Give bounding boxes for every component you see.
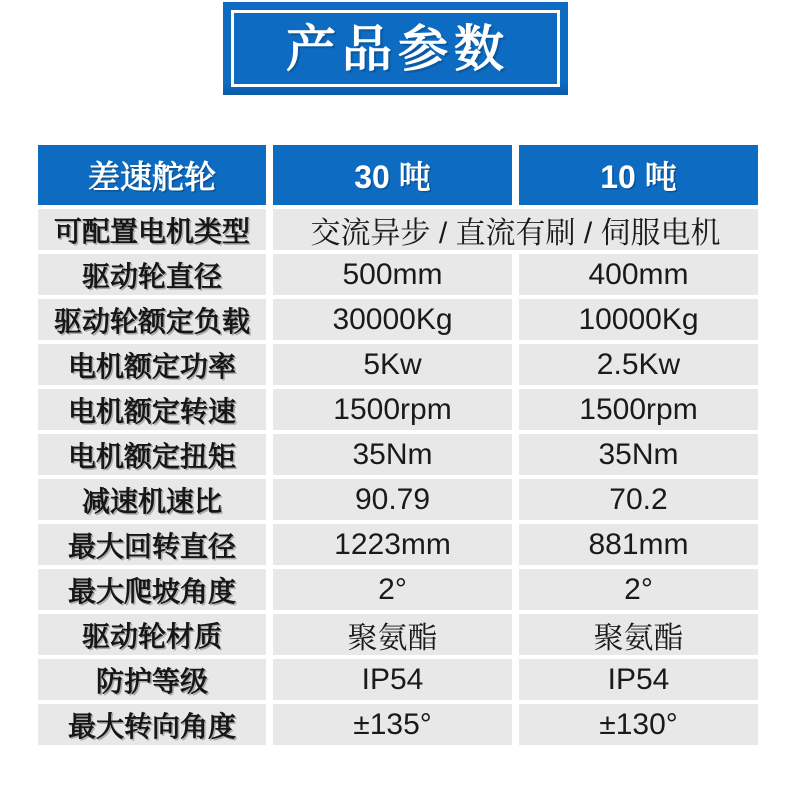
row-value-rated-torque-10t: 35Nm <box>519 434 758 475</box>
row-label-motor-type: 可配置电机类型 <box>38 209 266 250</box>
row-value-steering-angle-10t: ±130° <box>519 704 758 745</box>
row-value-rated-power-30t: 5Kw <box>273 344 512 385</box>
row-value-rated-speed-30t: 1500rpm <box>273 389 512 430</box>
row-label-wheel-diameter: 驱动轮直径 <box>38 254 266 295</box>
row-value-turning-diameter-10t: 881mm <box>519 524 758 565</box>
row-label-rated-torque: 电机额定扭矩 <box>38 434 266 475</box>
row-label-protection-rating: 防护等级 <box>38 659 266 700</box>
row-label-rated-load: 驱动轮额定负载 <box>38 299 266 340</box>
page-title: 产品参数 <box>286 20 510 77</box>
banner <box>223 2 568 95</box>
row-value-rated-load-10t: 10000Kg <box>519 299 758 340</box>
header-cell-30t: 30 吨 <box>273 145 512 205</box>
row-value-wheel-material-30t: 聚氨酯 <box>273 614 512 655</box>
row-label-steering-angle: 最大转向角度 <box>38 704 266 745</box>
row-label-rated-power: 电机额定功率 <box>38 344 266 385</box>
row-value-gear-ratio-10t: 70.2 <box>519 479 758 520</box>
row-label-climbing-angle: 最大爬坡角度 <box>38 569 266 610</box>
row-value-wheel-diameter-30t: 500mm <box>273 254 512 295</box>
row-label-turning-diameter: 最大回转直径 <box>38 524 266 565</box>
row-label-wheel-material: 驱动轮材质 <box>38 614 266 655</box>
row-value-wheel-material-10t: 聚氨酯 <box>519 614 758 655</box>
row-value-protection-rating-10t: IP54 <box>519 659 758 700</box>
row-value-wheel-diameter-10t: 400mm <box>519 254 758 295</box>
row-value-climbing-angle-10t: 2° <box>519 569 758 610</box>
header-cell-product: 差速舵轮 <box>38 145 266 205</box>
row-value-rated-power-10t: 2.5Kw <box>519 344 758 385</box>
row-value-rated-torque-30t: 35Nm <box>273 434 512 475</box>
row-value-gear-ratio-30t: 90.79 <box>273 479 512 520</box>
row-label-gear-ratio: 减速机速比 <box>38 479 266 520</box>
row-value-rated-speed-10t: 1500rpm <box>519 389 758 430</box>
spec-table <box>38 145 758 745</box>
row-value-rated-load-30t: 30000Kg <box>273 299 512 340</box>
row-value-motor-type: 交流异步 / 直流有刷 / 伺服电机 <box>273 209 758 250</box>
row-value-steering-angle-30t: ±135° <box>273 704 512 745</box>
row-value-protection-rating-30t: IP54 <box>273 659 512 700</box>
header-cell-10t: 10 吨 <box>519 145 758 205</box>
row-value-turning-diameter-30t: 1223mm <box>273 524 512 565</box>
banner-container <box>0 0 790 95</box>
row-label-rated-speed: 电机额定转速 <box>38 389 266 430</box>
row-value-climbing-angle-30t: 2° <box>273 569 512 610</box>
